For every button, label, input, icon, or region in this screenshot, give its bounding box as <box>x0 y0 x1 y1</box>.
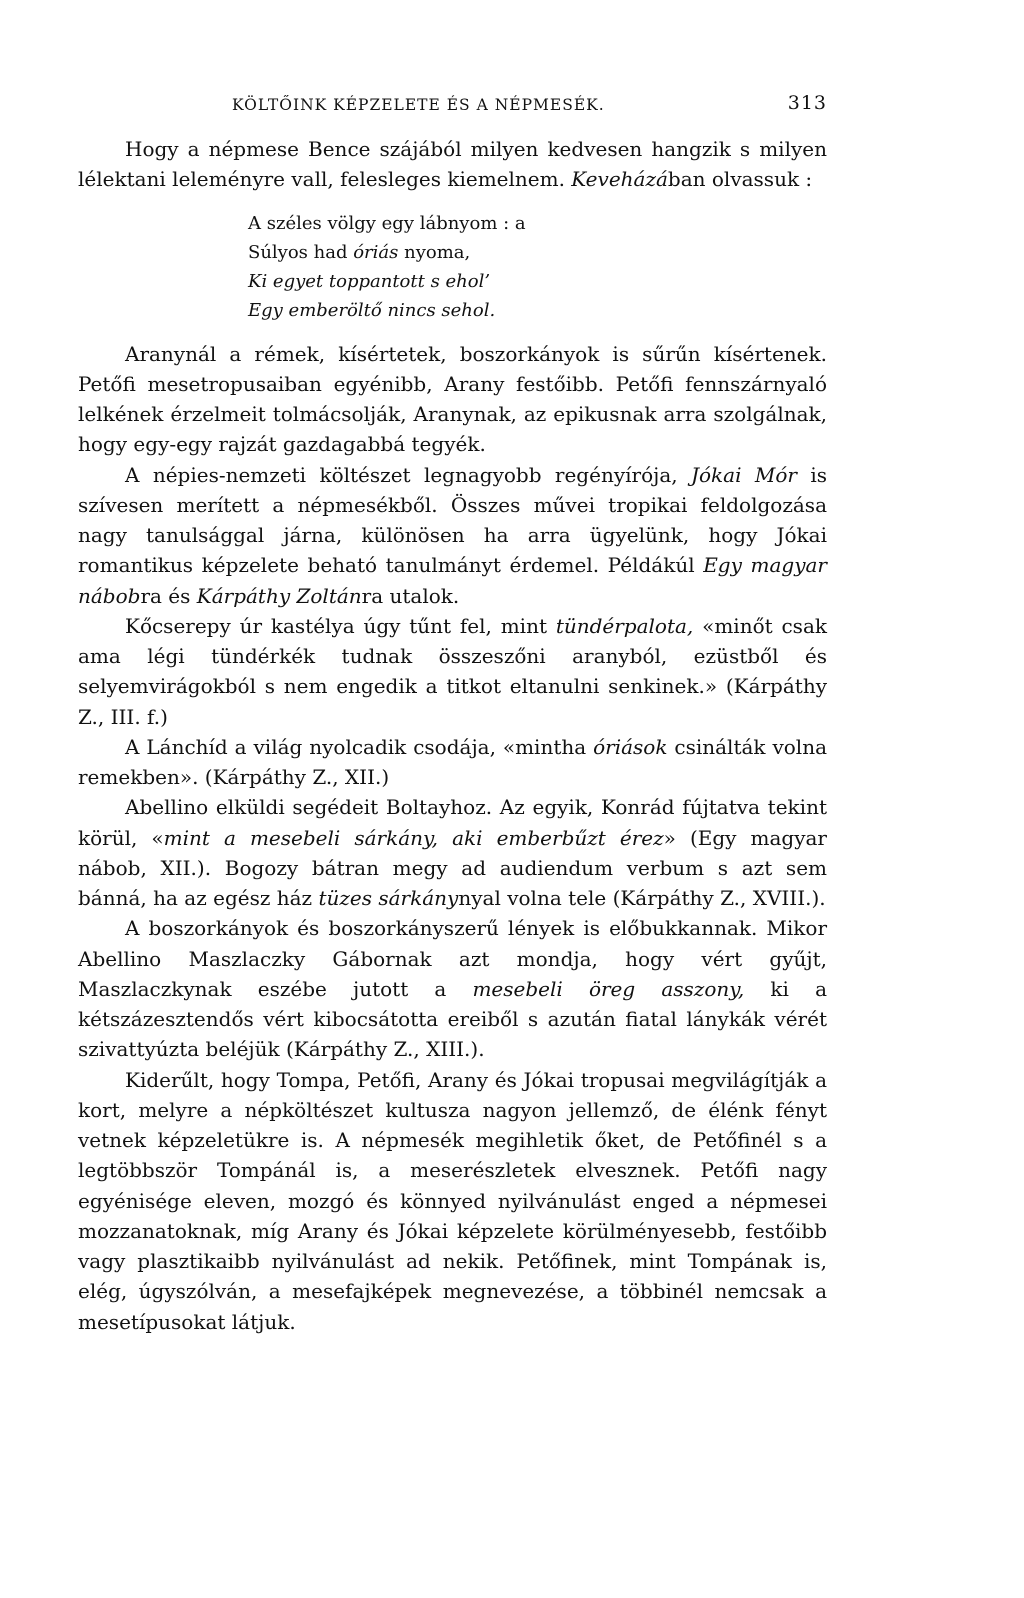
paragraph-3-text-c: ra és <box>140 583 197 608</box>
paragraph-7 <box>78 913 827 1064</box>
paragraph-3-italic-karpathy: Kárpáthy Zoltán <box>196 583 362 608</box>
paragraph-5-italic: óriások <box>593 734 668 759</box>
paragraph-6-text-a: Abellino elküldi segédeit Boltayhoz. Az egyik, Konrád fújtatva tekint körül, « <box>78 795 827 850</box>
paragraph-6-italic-1: mint a mesebeli sárkány, aki emberbűzt érez <box>163 825 664 850</box>
paragraph-1-text-b: ban olvassuk : <box>667 167 813 192</box>
paragraph-3 <box>78 460 827 611</box>
paragraph-5-text-b: csinálták volna remekben». (Kárpáthy Z., XII.) <box>78 734 827 789</box>
paragraph-6-text-c: nyal volna tele (Kárpáthy Z., XVIII.). <box>458 886 826 910</box>
paragraph-7-text-a: A boszorkányok és boszorkányszerű lények is előbukkannak. Mikor Abellino Maszlaczky Gábornak azt mondja, hogy vért gyűjt, Maszlaczkynak eszébe jutott a <box>78 916 827 1001</box>
paragraph-3-italic-nabob: Egy magyar nábob <box>78 553 827 608</box>
paragraph-4-italic: tündérpalota, <box>555 613 694 638</box>
paragraph-4 <box>78 611 827 732</box>
page-number: 313 <box>787 92 827 114</box>
paragraph-7-text-b: ki a kétszázesztendős vért kibocsátotta ereiből s azután fiatal lánykák vérét szivattyúzta beléjük (Kárpáthy Z., XIII.). <box>78 976 827 1062</box>
paragraph-5 <box>78 732 827 793</box>
paragraph-1-text-a: Hogy a népmese Bence szájából milyen kedvesen hangzik s milyen lélektani leleményre vall, felesleges kiemelnem. <box>78 137 827 192</box>
verse-line-2-italic: óriás <box>353 241 399 263</box>
verse-line-2-text-b: nyoma, <box>398 241 471 263</box>
verse-line-2-text-a: Súlyos had <box>248 241 354 263</box>
verse-quotation <box>248 209 827 325</box>
verse-line-2 <box>248 238 827 267</box>
paragraph-7-italic: mesebeli öreg asszony, <box>472 976 745 1001</box>
paragraph-5-text-a: A Lánchíd a világ nyolcadik csodája, «mintha <box>125 734 594 759</box>
paragraph-3-italic-jokai: Jókai Mór <box>690 462 797 487</box>
paragraph-2: Aranynál a rémek, kísértetek, boszorkányok is sűrűn kísértenek. Petőfi mesetropusaiban egyénibb, Arany festőibb. Petőfi fennszárnyaló lelkének érzelmeit tolmácsolják, Aranynak, az epikusnak arra szolgálnak, hogy egy-egy rajzát gazdagabbá tegyék. <box>78 341 827 457</box>
paragraph-6 <box>78 792 827 913</box>
running-title: KÖLTŐINK KÉPZELETE ÉS A NÉPMESÉK. <box>232 96 605 114</box>
verse-line-4: Egy emberöltő nincs sehol. <box>248 299 496 321</box>
paragraph-3-text-d: ra utalok. <box>361 583 460 608</box>
verse-line-1: A széles völgy egy lábnyom : a <box>248 212 526 234</box>
paragraph-3-text-a: A népies-nemzeti költészet legnagyobb regényírója, <box>125 462 691 487</box>
paragraph-4-text-a: Kőcserepy úr kastélya úgy tűnt fel, mint <box>125 613 556 638</box>
body-text <box>78 134 827 1337</box>
paragraph-6-italic-2: tüzes sárkány <box>318 886 459 910</box>
paragraph-1 <box>78 134 827 195</box>
verse-line-3: Ki egyet toppantott s ehol’ <box>248 270 491 292</box>
paragraph-6-text-b: » (Egy magyar nábob, XII.). Bogozy bátran megy ad audiendum verbum s azt sem bánná, ha az egész ház <box>78 825 827 910</box>
running-head <box>78 88 827 122</box>
paragraph-3-text-b: is szívesen merített a népmesékből. Összes művei tropikai feldolgozása nagy tanulsággal járna, különösen ha arra ügyelünk, hogy Jókai romantikus képzelete beható tanulmányt érdemel. Példákúl <box>78 462 827 578</box>
paragraph-1-italic-keveháza: Keveházá <box>571 167 668 192</box>
book-page <box>78 88 827 1337</box>
paragraph-4-text-b: «minőt csak ama légi tündérkék tudnak összeszőni aranyból, ezüstből és selyemvirágokból s nem engedik a titkot eltanulni senkinek.» (Kárpáthy Z., III. f.) <box>78 613 827 729</box>
paragraph-8: Kiderűlt, hogy Tompa, Petőfi, Arany és Jókai tropusai megvilágítják a kort, melyre a népköltészet kultusza nagyon jellemző, de élénk fényt vetnek képzeletükre is. A népmesék megihletik őket, de Petőfinél s a legtöbbször Tompánál is, a meserészletek elvesznek. Petőfi nagy egyénisége eleven, mozgó és könnyed nyilvánulást enged a népmesei mozzanatoknak, míg Arany és Jókai képzelete körülményesebb, festőibb vagy plasztikaibb nyilvánulást ad nekik. Petőfinek, mint Tompának is, elég, úgyszólván, a mesefajképek megnevezése, a többinél nemcsak a mesetípusokat látjuk. <box>78 1067 827 1334</box>
